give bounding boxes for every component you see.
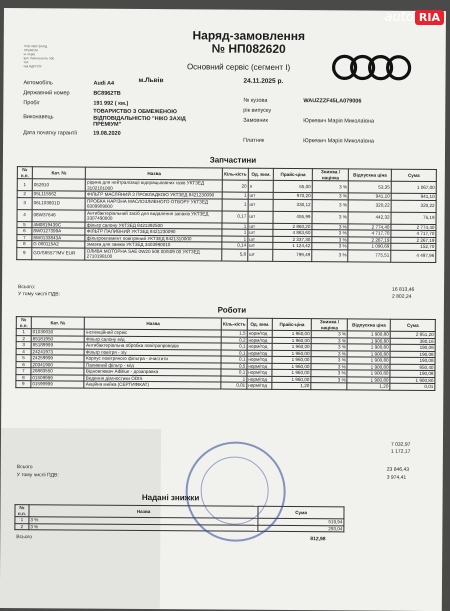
table-cell: 1 900,80 bbox=[347, 337, 390, 344]
table-cell: 3 % bbox=[311, 344, 347, 351]
table-cell: 799,49 bbox=[273, 249, 312, 261]
parts-section-title: Запчастини bbox=[209, 155, 257, 165]
year-label: рік випуску bbox=[243, 107, 272, 114]
table-cell: 3 % bbox=[29, 517, 258, 525]
table-cell: ОЛИВА МОТОРНА SAE 0W20 508 00/509 00 УКТЗЕД 2710198100 bbox=[85, 248, 222, 261]
table-cell: 3 % bbox=[311, 357, 347, 364]
table-cell: 8W0127399A bbox=[32, 228, 85, 235]
table-cell: Ведення діагностики ODIS bbox=[84, 375, 221, 382]
table-cell: 01509999 bbox=[31, 374, 84, 381]
table-cell: 3 % bbox=[312, 223, 348, 230]
table-cell: 8 bbox=[17, 241, 32, 248]
table-cell: 1 960,00 bbox=[273, 343, 312, 350]
table-cell: 1 090,69 bbox=[348, 243, 391, 250]
table-cell: 2 774,40 bbox=[348, 223, 391, 230]
company-header-small bbox=[24, 44, 55, 68]
table-cell: шт bbox=[248, 242, 274, 249]
discounts-section-title: Надані знижки bbox=[141, 492, 200, 503]
table-cell: 4 497,96 bbox=[391, 250, 436, 262]
col-number: № п.п. bbox=[17, 167, 32, 179]
table-cell: норм/год bbox=[247, 369, 273, 376]
table-cell: 442,32 bbox=[348, 211, 391, 223]
table-cell: 4 717,70 bbox=[348, 230, 391, 237]
table-cell: 970,20 bbox=[274, 192, 313, 199]
table-cell: норм/год bbox=[247, 356, 273, 363]
payer-label: Платник bbox=[243, 137, 265, 144]
discounts-total-value: 812,98 bbox=[310, 536, 326, 543]
table-cell: GO/S6557?MV EUR bbox=[32, 247, 86, 259]
table-cell: 6 bbox=[16, 361, 31, 368]
table-row bbox=[17, 247, 436, 262]
table-cell: 2 267,19 bbox=[348, 236, 391, 243]
table-cell: шт bbox=[248, 211, 274, 223]
parts-total-value: 16 813,46 bbox=[392, 286, 415, 293]
warranty-start-value: 19.08.2020 bbox=[93, 130, 121, 137]
table-cell: 7 bbox=[16, 368, 31, 375]
table-cell: Антибактеріальна обробка повітропроводів bbox=[85, 342, 222, 349]
table-cell: Паливний фільтр - м/д bbox=[84, 362, 221, 369]
table-cell: 1 bbox=[17, 179, 32, 191]
table-cell: Акційна мийка (СЕРТИФІКАТ) bbox=[84, 381, 221, 388]
car-value: Audi A4 bbox=[93, 80, 115, 87]
car-label: Автомобіль bbox=[23, 80, 53, 87]
table-cell: Антибактеріальний засіб для видалення запахів УКТЗЕД 3307490000 bbox=[85, 210, 222, 223]
table-cell: ФІЛЬТР МАСЛЯНИЙ З ПРОКЛАДКОЮ УКТЗЕД 8421230090 bbox=[86, 191, 223, 198]
table-cell bbox=[311, 383, 347, 390]
table-cell: 1 900,80 bbox=[347, 357, 390, 364]
table-cell: 941,10 bbox=[348, 193, 391, 200]
table-cell: фільтроелемент повітряний УКТЗЕД 8421310000 bbox=[85, 235, 222, 242]
col-qty: Кіль-кість bbox=[221, 318, 247, 330]
table-cell: 3 % bbox=[311, 350, 347, 357]
table-cell: 3 % bbox=[312, 211, 348, 223]
table-cell: 1,20 bbox=[272, 382, 311, 389]
header-line: вул. Липинського, 50Б bbox=[23, 56, 55, 61]
table-cell: норм/год bbox=[247, 350, 273, 357]
table-cell: Фільтр повітря - з/у bbox=[84, 349, 221, 356]
table-cell: 3 bbox=[17, 197, 32, 209]
vin-value: WAUZZZF45LA079006 bbox=[303, 98, 362, 105]
table-cell: 775,51 bbox=[348, 249, 391, 261]
table-cell: 1 bbox=[15, 517, 29, 524]
table-cell: 3 % bbox=[312, 236, 348, 243]
table-cell: 293,04 bbox=[258, 525, 344, 532]
table-cell: 0,14 bbox=[222, 242, 248, 249]
table-cell: 190,08 bbox=[390, 351, 435, 358]
col-name: Назва bbox=[85, 317, 222, 330]
header-line: тел. bbox=[23, 60, 30, 65]
table-cell: 190,08 bbox=[390, 370, 435, 377]
table-cell: 0,1 bbox=[221, 356, 247, 363]
col-net-price: Відпускна ціна bbox=[349, 169, 392, 181]
table-cell: 0,2 bbox=[221, 337, 247, 344]
table-cell: фільтр салону УКТЗЕД 8421392500 bbox=[85, 222, 222, 229]
customer-value: Юркевич Марія Миколаївна bbox=[303, 118, 375, 125]
table-cell: шт bbox=[248, 199, 274, 211]
table-cell: шт bbox=[248, 249, 274, 261]
table-cell: Відновлювач AdBlue - дозаправка bbox=[84, 368, 221, 375]
table-cell: 3 % bbox=[29, 523, 258, 531]
table-cell: 4 bbox=[17, 209, 32, 221]
table-cell: 20 bbox=[222, 180, 248, 192]
col-catalog: Кат. № bbox=[31, 317, 85, 329]
table-cell: 75,19 bbox=[391, 212, 436, 224]
table-cell: 330,12 bbox=[274, 199, 313, 211]
table-cell: 4 717,70 bbox=[391, 230, 436, 237]
table-cell: 2 267,19 bbox=[391, 237, 436, 244]
table-cell: норм/год bbox=[247, 363, 273, 370]
discounts-total-label: Всього bbox=[16, 534, 33, 541]
mileage-value: 191 992 ( км.) bbox=[93, 100, 129, 107]
table-cell: 3 % bbox=[312, 199, 348, 211]
table-cell: 2 bbox=[16, 335, 31, 342]
table-cell: 320,22 bbox=[348, 199, 391, 211]
table-cell: 53,35 bbox=[348, 181, 391, 193]
table-cell: 7 bbox=[17, 234, 32, 241]
executor-value: ТОВАРИСТВО З ОБМЕЖЕНОЮ ВІДПОВІДАЛЬНІСТЮ "НІКО ЗАХІД ПРЕМІУМ" bbox=[93, 108, 186, 128]
parts-total-label: Всього: bbox=[18, 284, 36, 291]
table-cell: 190,08 bbox=[390, 344, 435, 351]
table-cell: норм/год bbox=[247, 337, 273, 344]
table-cell: Корпус повітряного фільтра - очистити bbox=[84, 355, 221, 362]
table-cell: 1 960,00 bbox=[273, 350, 312, 357]
table-cell: 2 774,40 bbox=[391, 224, 436, 231]
order-date: 24.11.2025 р. bbox=[243, 77, 284, 85]
table-cell: норм/год bbox=[247, 376, 273, 383]
table-cell: 1 124,42 bbox=[273, 242, 312, 249]
document-page bbox=[0, 8, 446, 611]
table-cell: 5,8 bbox=[222, 249, 248, 261]
table-cell: 26883550 bbox=[31, 368, 84, 375]
col-catalog: Кат. № bbox=[32, 167, 86, 179]
header-line: код ЄДРПОУ bbox=[23, 64, 42, 69]
order-number: № НП082620 bbox=[211, 41, 286, 56]
summary-vat-label: У тому числі ПДВ: bbox=[16, 472, 59, 479]
table-cell: 85181950 bbox=[31, 335, 84, 342]
works-total-value: 7 032,97 bbox=[390, 441, 411, 448]
col-price: Прайс-ціна bbox=[274, 168, 313, 180]
table-cell: 052910 bbox=[32, 179, 86, 191]
table-cell: 2 337,30 bbox=[273, 236, 312, 243]
col-qty: Кіль-кість bbox=[223, 168, 249, 180]
table-cell: 1 960,00 bbox=[272, 363, 311, 370]
table-cell: 1 960,00 bbox=[273, 330, 312, 337]
works-vat-value: 1 172,17 bbox=[390, 448, 411, 455]
table-cell: 9 bbox=[17, 247, 32, 259]
header-line: ПРЕМІУМ bbox=[23, 48, 38, 53]
table-cell: л bbox=[248, 180, 274, 192]
table-cell: 8 bbox=[16, 374, 31, 381]
table-cell: 6 bbox=[17, 228, 32, 235]
col-unit: Од. вим. bbox=[248, 168, 274, 180]
table-cell: 9 bbox=[16, 381, 31, 388]
table-cell: 190,08 bbox=[390, 357, 435, 364]
table-cell: інспекційний сервіс bbox=[85, 329, 222, 336]
table-cell: норм/год bbox=[247, 330, 273, 337]
table-cell: 2 860,20 bbox=[273, 223, 312, 230]
table-cell: 0,1 bbox=[221, 350, 247, 357]
audi-logo bbox=[329, 52, 415, 83]
table-cell: 1 900,80 bbox=[390, 377, 435, 384]
city: м.Львів bbox=[138, 76, 164, 85]
col-discount: Знижка / націнка bbox=[312, 169, 348, 181]
table-cell: норм/год bbox=[247, 343, 273, 350]
table-cell: 3 % bbox=[311, 370, 347, 377]
summary-vat-value: 3 974,41 bbox=[386, 474, 407, 481]
table-cell: 01030030 bbox=[31, 329, 84, 336]
table-cell: 0,01 bbox=[221, 382, 247, 389]
table-cell: 3 % bbox=[311, 363, 347, 370]
table-cell: 2 bbox=[17, 191, 32, 198]
table-cell: 3 % bbox=[312, 243, 348, 250]
col-name: Назва bbox=[29, 505, 258, 519]
works-table bbox=[15, 316, 435, 390]
header-line: ТОВ НІКО ЗАХІД bbox=[23, 44, 48, 49]
table-cell: 01599999 bbox=[31, 381, 84, 388]
table-cell: змазка для замків УКТЗЕД 3403990010 bbox=[85, 241, 222, 248]
executor-label: Виконавець bbox=[23, 114, 54, 121]
table-cell: 3 % bbox=[311, 331, 347, 338]
table-cell: 1 900,80 bbox=[347, 376, 390, 383]
table-cell: Фільтр салону м/д bbox=[85, 336, 222, 343]
summary-total-label: Всього bbox=[16, 464, 33, 471]
table-cell: 3 % bbox=[312, 181, 348, 193]
table-cell: 1 900,80 bbox=[347, 370, 390, 377]
table-cell: 152,70 bbox=[391, 243, 436, 250]
col-unit: Од. вим. bbox=[247, 318, 273, 330]
table-cell: 1,20 bbox=[347, 383, 390, 390]
table-cell: 1 900,80 bbox=[347, 350, 390, 357]
table-cell: 519,94 bbox=[258, 518, 344, 525]
customer-label: Замовник bbox=[243, 117, 268, 124]
col-sum: Сума bbox=[258, 506, 344, 519]
table-cell: 1 bbox=[222, 199, 248, 211]
col-name: Назва bbox=[86, 167, 223, 180]
works-section-title: Роботи bbox=[217, 305, 247, 315]
table-cell: 1 067,00 bbox=[391, 181, 436, 193]
autoria-watermark bbox=[385, 10, 444, 25]
table-cell: шт bbox=[248, 229, 274, 236]
table-cell: 0,5 bbox=[221, 363, 247, 370]
col-discount: Знижка / націнка bbox=[311, 319, 347, 331]
table-cell: 8W0133843A bbox=[32, 234, 85, 241]
table-cell: G 000115A2 bbox=[32, 241, 85, 248]
table-cell: 3 % bbox=[312, 249, 348, 261]
paper-shadow bbox=[0, 428, 161, 609]
table-cell: 1 bbox=[222, 192, 248, 199]
table-cell: 3 bbox=[16, 342, 31, 349]
table-cell: 2 bbox=[15, 523, 29, 530]
table-cell: 1 bbox=[222, 223, 248, 230]
table-cell: 5 bbox=[17, 221, 32, 228]
table-cell: норм/год bbox=[247, 382, 273, 389]
table-cell: 0,17 bbox=[222, 211, 248, 223]
watermark-ria: RIA bbox=[415, 10, 444, 25]
table-cell: 3 % bbox=[312, 230, 348, 237]
table-cell: 0,1 bbox=[221, 343, 247, 350]
table-cell: 3 % bbox=[312, 193, 348, 200]
table-cell: 1,5 bbox=[221, 330, 247, 337]
table-cell: 24241973 bbox=[31, 348, 84, 355]
table-cell: 2 851,20 bbox=[390, 331, 435, 338]
table-cell: 950,40 bbox=[390, 364, 435, 371]
company-stamp-inner bbox=[200, 456, 268, 524]
col-price: Прайс-ціна bbox=[273, 318, 312, 330]
service-segment: Основний сервіс (сегмент I) bbox=[186, 62, 291, 72]
watermark-auto: auto bbox=[384, 10, 414, 25]
table-cell: шт bbox=[248, 192, 274, 199]
vin-label: № кузова bbox=[243, 97, 268, 104]
col-number: № п.п. bbox=[15, 505, 29, 517]
warranty-start-label: Дата початку гарантії bbox=[23, 130, 78, 137]
table-cell: 20341900 bbox=[31, 361, 84, 368]
table-cell: 55,00 bbox=[274, 180, 313, 192]
table-cell: 1 960,00 bbox=[273, 356, 312, 363]
mileage-label: Пробіг bbox=[23, 100, 40, 107]
table-cell: 455,99 bbox=[273, 211, 312, 223]
plate-label: Державний номер bbox=[23, 90, 70, 97]
parts-vat-label: У тому числі ПДВ: bbox=[17, 291, 61, 298]
table-cell: 941,10 bbox=[391, 193, 436, 200]
table-cell: 08W37646 bbox=[32, 209, 86, 221]
document-title bbox=[164, 29, 334, 56]
table-cell: шт bbox=[248, 236, 274, 243]
table-cell: 1 960,00 bbox=[272, 376, 311, 383]
payer-value: Юркевич Марія Миколаївна bbox=[303, 138, 375, 145]
summary-total-value: 23 846,43 bbox=[386, 466, 410, 473]
parts-vat-value: 2 802,24 bbox=[391, 293, 412, 300]
parts-table bbox=[16, 166, 437, 262]
table-cell: 24259999 bbox=[31, 355, 84, 362]
table-cell: 4 bbox=[16, 348, 31, 355]
table-cell: 3 % bbox=[311, 376, 347, 383]
table-cell: 1 bbox=[221, 376, 247, 383]
table-cell: 1 900,80 bbox=[347, 363, 390, 370]
table-cell: 380,16 bbox=[390, 338, 435, 345]
table-cell: 5 bbox=[16, 355, 31, 362]
table-cell: 1 900,80 bbox=[347, 344, 390, 351]
table-cell: 1 960,00 bbox=[273, 337, 312, 344]
table-cell: 1 960,00 bbox=[272, 369, 311, 376]
table-cell: 3 % bbox=[311, 337, 347, 344]
title-text: Наряд-замовлення bbox=[192, 28, 306, 44]
plate-value: ВС8962ТВ bbox=[93, 90, 121, 97]
table-cell: 1 bbox=[222, 229, 248, 236]
col-net-price: Відпускна ціна bbox=[348, 319, 391, 331]
table-cell: 0,1 bbox=[221, 369, 247, 376]
table-cell: 1 bbox=[16, 329, 31, 336]
table-cell: 320,22 bbox=[391, 200, 436, 212]
table-cell: 4 863,60 bbox=[273, 229, 312, 236]
table-cell: 85189999 bbox=[31, 342, 84, 349]
header-line: м. Львів bbox=[23, 52, 35, 57]
table-cell: ПРОБКА НАРІЗНА МАСЛОЗЛИВНОГО ОТВОРУ УКТЗЕД 8309909000 bbox=[85, 198, 222, 211]
table-cell: 05L115562 bbox=[32, 191, 85, 198]
table-cell: 1 900,80 bbox=[347, 331, 390, 338]
table-cell: 0,01 bbox=[390, 383, 435, 390]
col-sum: Сума bbox=[391, 169, 436, 181]
col-sum: Сума bbox=[390, 319, 435, 331]
table-cell: 06L103801D bbox=[32, 197, 86, 209]
table-cell: ФІЛЬТР ПАЛИВНИЙ УКТЗЕД 8421230090 bbox=[85, 228, 222, 235]
table-cell: рідина для нейтралізації відпрацьованих газів УКТЗЕД 3102101000 bbox=[86, 179, 223, 192]
col-number: № п.п. bbox=[16, 317, 31, 329]
table-cell: шт bbox=[248, 223, 274, 230]
table-cell: 4M0819439C bbox=[32, 221, 85, 228]
table-cell: 1 bbox=[222, 236, 248, 243]
